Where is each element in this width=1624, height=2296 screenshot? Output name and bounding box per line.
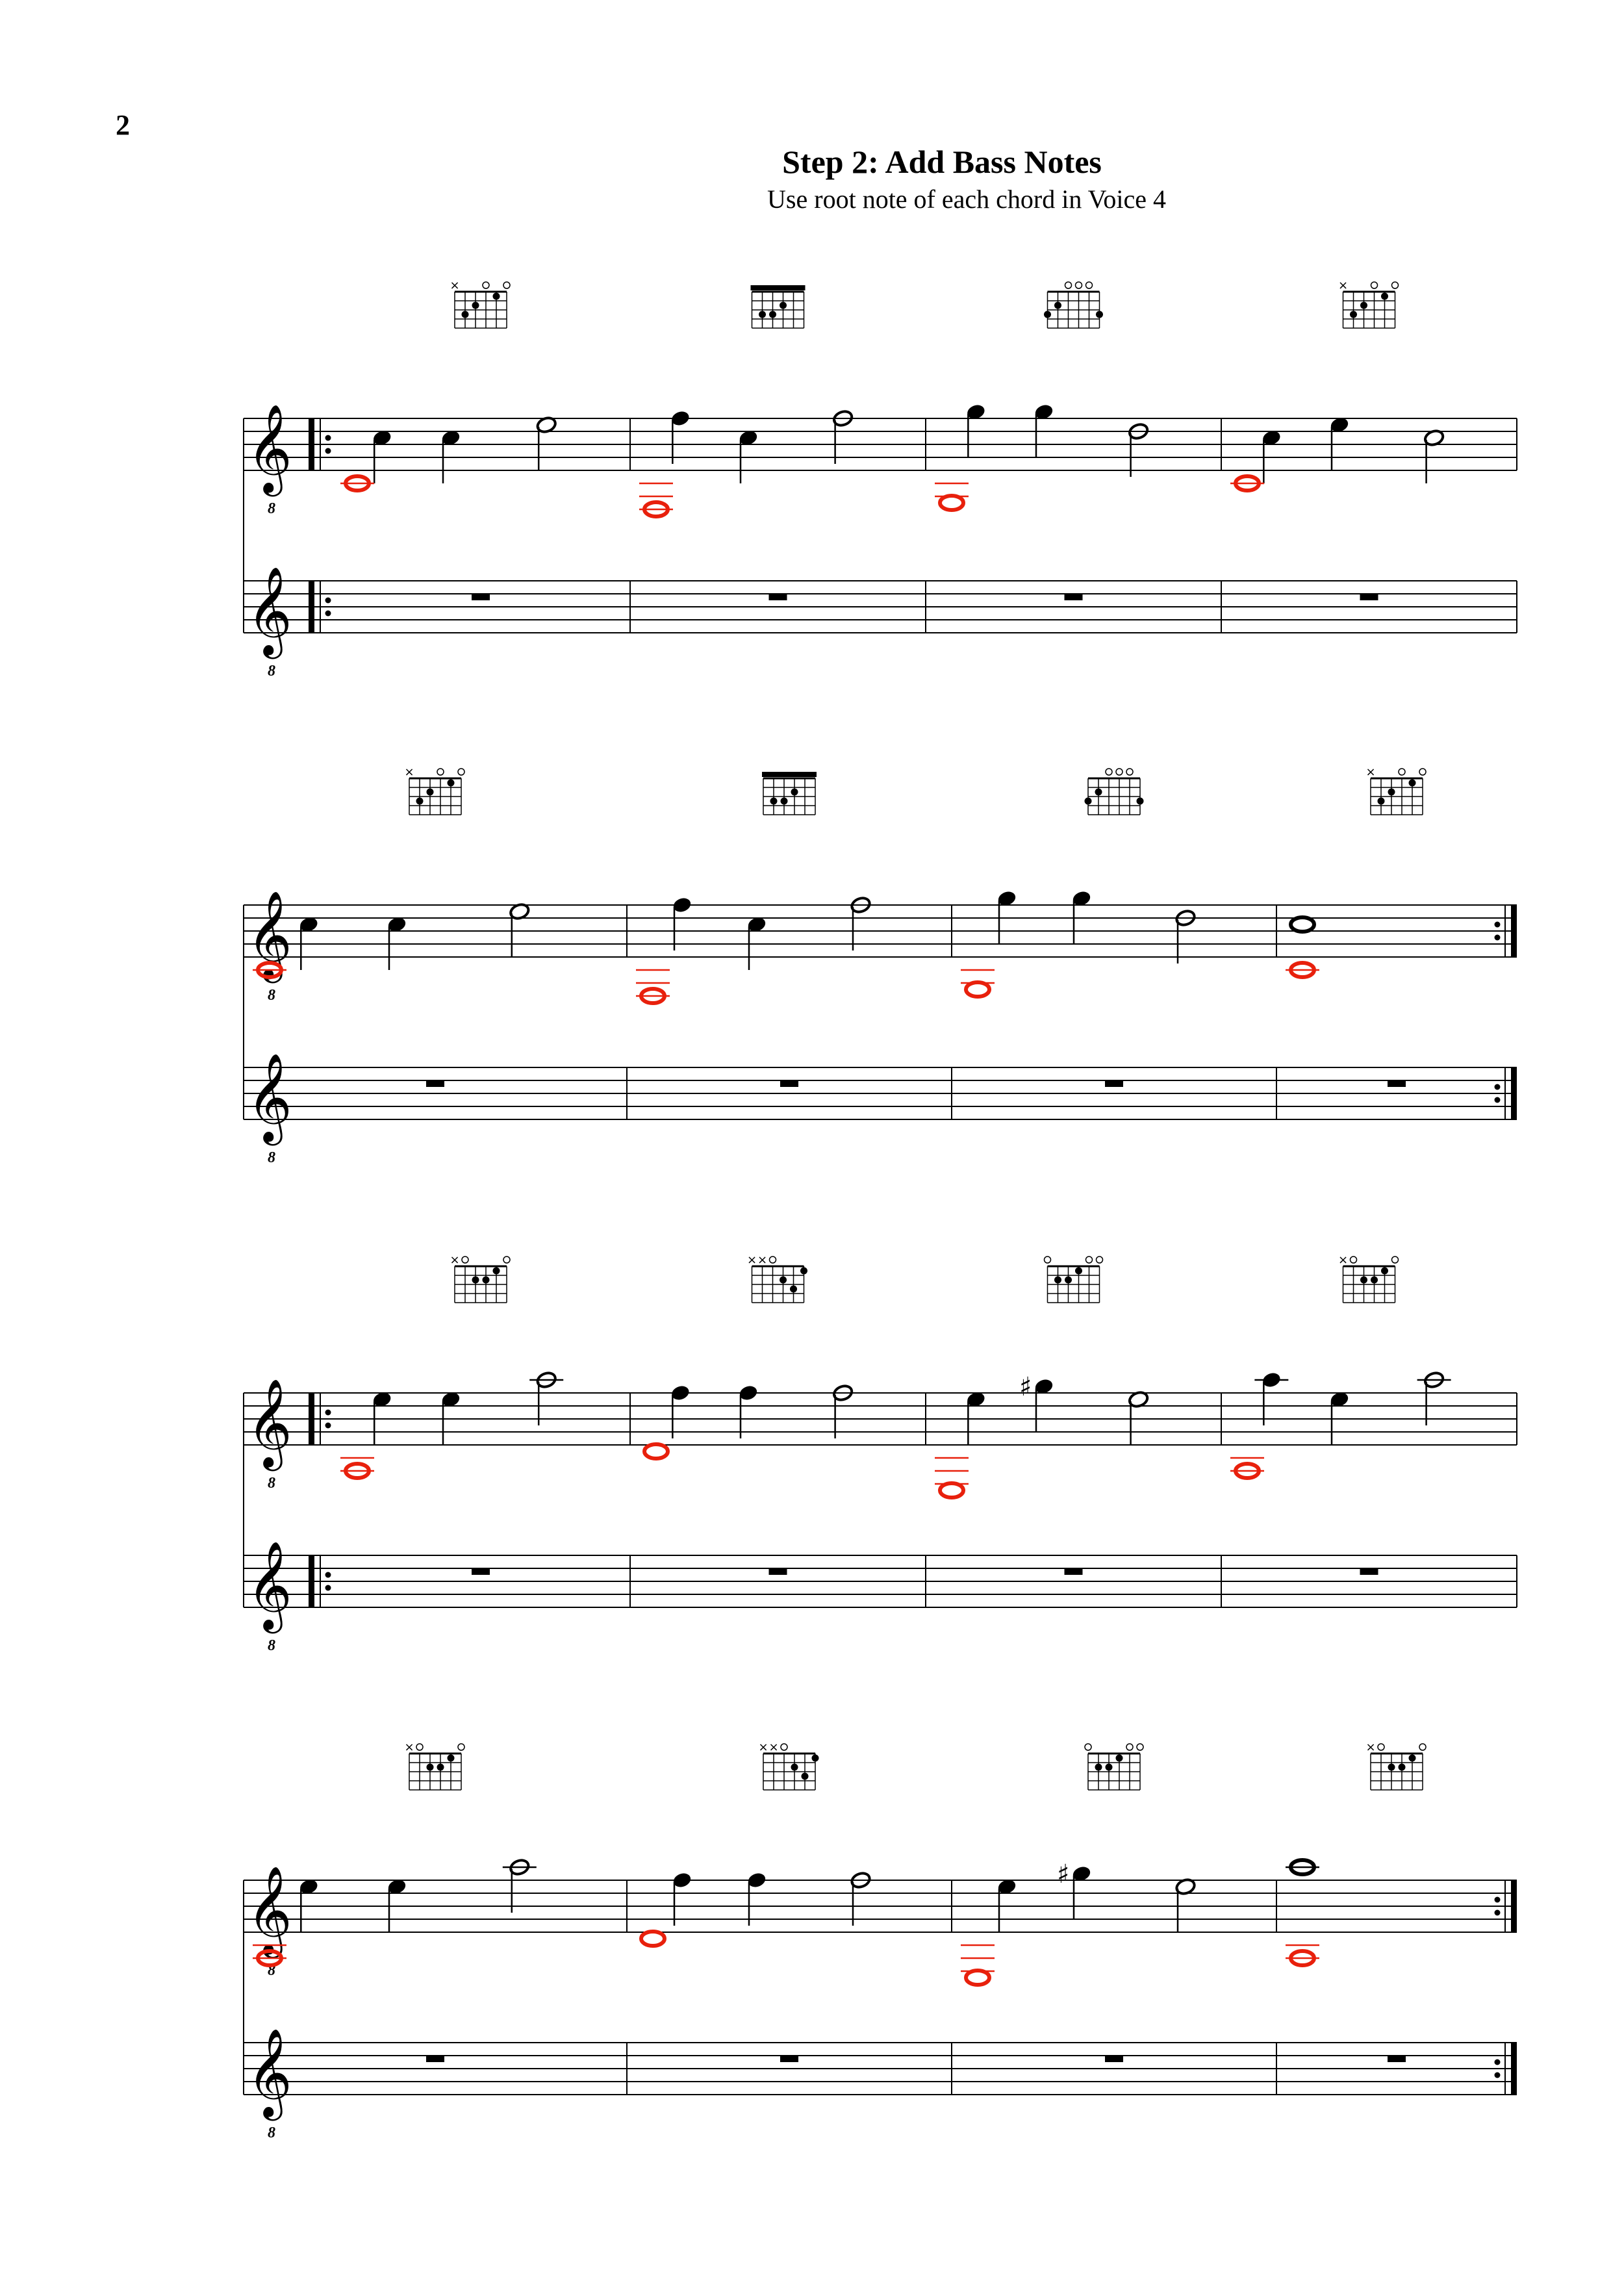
open-string-icon [462, 1256, 468, 1263]
page-subtitle: Use root note of each chord in Voice 4 [767, 185, 1166, 214]
repeat-dot [325, 448, 331, 454]
finger-dot [1044, 311, 1051, 318]
repeat-thick-bar [309, 1393, 314, 1445]
finger-dot [1388, 1764, 1395, 1771]
treble-clef-8vb-icon: 𝄞 [247, 1865, 292, 1954]
finger-dot [790, 1286, 797, 1293]
whole-rest-icon [1105, 1080, 1123, 1087]
finger-dot [1137, 798, 1144, 805]
open-string-icon [1065, 282, 1072, 288]
clef-octave-mark: 8 [268, 1637, 275, 1654]
ref-staff [244, 905, 1517, 957]
open-string-icon [1116, 769, 1123, 775]
finger-dot [780, 1277, 787, 1284]
repeat-dot [1495, 1897, 1501, 1903]
sharp-icon: ♯ [1057, 1859, 1070, 1889]
open-string-icon [1351, 1256, 1357, 1263]
finger-dot [448, 1755, 455, 1762]
chord-diagram-am [1365, 1741, 1426, 1790]
whole-rest-icon [780, 2056, 798, 2062]
repeat-thick-bar [309, 581, 314, 633]
treble-clef-8vb-icon: 𝄞 [247, 2027, 292, 2117]
muted-string-icon: × [450, 279, 460, 292]
whole-rest-icon [1065, 1568, 1083, 1575]
finger-dot [427, 789, 434, 796]
finger-dot [1388, 789, 1395, 796]
finger-dot [472, 1277, 479, 1284]
system-4 [244, 1741, 1517, 2141]
repeat-dot [325, 1423, 331, 1429]
finger-dot [1106, 1764, 1113, 1771]
repeat-dot [1495, 1084, 1501, 1090]
finger-dot [1381, 1268, 1388, 1275]
chord-diagram-f [751, 285, 806, 328]
open-string-icon [458, 769, 464, 775]
chord-diagram-c [1338, 279, 1399, 328]
finger-dot [781, 798, 788, 805]
finger-dot [1085, 798, 1092, 805]
open-string-icon [1392, 282, 1399, 288]
open-string-icon [503, 282, 510, 288]
repeat-dot [1495, 1910, 1501, 1916]
page-number: 2 [116, 109, 130, 141]
finger-dot [1409, 780, 1416, 787]
open-string-icon [1126, 1744, 1133, 1750]
finger-dot [448, 780, 455, 787]
treble-clef-8vb-icon: 𝄞 [247, 889, 292, 979]
repeat-dot [325, 598, 331, 604]
repeat-dot [1495, 2073, 1501, 2078]
open-string-icon [1392, 1256, 1399, 1263]
compose-staff [244, 2043, 1517, 2095]
finger-dot [472, 302, 479, 309]
finger-dot [462, 311, 469, 318]
muted-string-icon: × [404, 765, 414, 779]
whole-rest-icon [426, 2056, 444, 2062]
finger-dot [1378, 798, 1385, 805]
finger-dot [1054, 1277, 1061, 1284]
whole-rest-icon [780, 1080, 798, 1087]
chord-diagram-dm [758, 1741, 818, 1790]
diagram-barre [751, 285, 806, 290]
finger-dot [1350, 311, 1357, 318]
finger-dot [1371, 1277, 1378, 1284]
muted-string-icon: × [1365, 1741, 1376, 1754]
whole-notehead [940, 1483, 963, 1498]
repeat-thick-bar [1511, 2043, 1517, 2095]
open-string-icon [416, 1744, 423, 1750]
repeat-thick-bar [309, 1555, 314, 1607]
treble-clef-8vb-icon: 𝄞 [247, 403, 292, 492]
repeat-dot [1495, 935, 1501, 941]
muted-string-icon: × [1365, 765, 1376, 779]
open-string-icon [1137, 1744, 1143, 1750]
open-string-icon [1419, 1744, 1426, 1750]
open-string-icon [1085, 1744, 1091, 1750]
measure [627, 1741, 872, 2095]
clef-octave-mark: 8 [268, 1962, 275, 1979]
measure [630, 1253, 854, 1607]
muted-string-icon: × [758, 1741, 768, 1754]
chord-diagram-am [450, 1253, 510, 1303]
open-string-icon [1106, 769, 1112, 775]
open-string-icon [1045, 1256, 1051, 1263]
open-string-icon [1371, 282, 1378, 288]
open-string-icon [1378, 1744, 1384, 1750]
finger-dot [780, 302, 787, 309]
ref-staff [244, 418, 1517, 470]
finger-dot [1116, 1755, 1123, 1762]
finger-dot [437, 1764, 444, 1771]
chord-diagram-e [1045, 1256, 1103, 1303]
finger-dot [427, 1764, 434, 1771]
open-string-icon [1399, 769, 1405, 775]
repeat-thick-bar [1511, 1880, 1517, 1932]
measure [340, 279, 557, 600]
finger-dot [759, 311, 766, 318]
muted-string-icon: × [404, 1741, 414, 1754]
treble-clef-8vb-icon: 𝄞 [247, 1540, 292, 1629]
repeat-dot [325, 435, 331, 441]
finger-dot [812, 1755, 819, 1762]
chord-diagram-am [404, 1741, 464, 1790]
finger-dot [1360, 302, 1367, 309]
measure [1221, 1253, 1451, 1607]
open-string-icon [1086, 282, 1093, 288]
treble-clef-8vb-icon: 𝄞 [247, 1377, 292, 1467]
repeat-thick-bar [309, 418, 314, 470]
system-1 [244, 279, 1517, 680]
whole-rest-icon [1360, 1568, 1378, 1575]
compose-staff [244, 1067, 1517, 1119]
measure [253, 1741, 537, 2062]
open-string-icon [1086, 1256, 1093, 1263]
chord-diagram-c [1365, 765, 1426, 815]
finger-dot [791, 1764, 798, 1771]
finger-dot [1409, 1755, 1416, 1762]
chord-diagram-e [1085, 1744, 1143, 1790]
repeat-dot [325, 1572, 331, 1578]
open-string-icon [483, 282, 489, 288]
chord-diagram-g [1085, 769, 1144, 815]
open-string-icon [458, 1744, 464, 1750]
open-string-icon [437, 769, 444, 775]
chord-diagram-f [762, 772, 817, 815]
page-title: Step 2: Add Bass Notes [782, 144, 1102, 180]
finger-dot [483, 1277, 490, 1284]
chord-diagram-c [450, 279, 510, 328]
repeat-thick-bar [1511, 905, 1517, 957]
measure [1221, 279, 1445, 633]
muted-string-icon: × [1338, 1253, 1349, 1267]
whole-notehead [966, 982, 989, 997]
measure [253, 765, 530, 1087]
repeat-dot [1495, 2060, 1501, 2065]
finger-dot [800, 1268, 807, 1275]
clef-octave-mark: 8 [268, 500, 275, 517]
chord-diagram-g [1044, 282, 1103, 328]
open-string-icon [781, 1744, 787, 1750]
finger-dot [1075, 1268, 1082, 1275]
open-string-icon [503, 1256, 510, 1263]
finger-dot [1381, 293, 1388, 300]
finger-dot [493, 1268, 500, 1275]
system-2 [244, 765, 1517, 1166]
system-3 [244, 1253, 1517, 1654]
systems-layer [244, 279, 1517, 2141]
diagram-barre [762, 772, 817, 777]
clef-octave-mark: 8 [268, 663, 275, 680]
treble-clef-8vb-icon: 𝄞 [247, 1052, 292, 1142]
finger-dot [769, 311, 776, 318]
open-string-icon [1126, 769, 1133, 775]
whole-rest-icon [472, 1568, 490, 1575]
ref-staff [244, 1880, 1517, 1932]
whole-rest-icon [1360, 594, 1378, 600]
whole-rest-icon [426, 1080, 444, 1087]
whole-rest-icon [1065, 594, 1083, 600]
whole-notehead [940, 496, 963, 510]
repeat-dot [1495, 1097, 1501, 1103]
open-string-icon [770, 1256, 776, 1263]
compose-staff [244, 1555, 1517, 1607]
measure [1276, 765, 1426, 1119]
clef-octave-mark: 8 [268, 987, 275, 1004]
whole-rest-icon [1105, 2056, 1123, 2062]
repeat-dot [1495, 922, 1501, 928]
finger-dot [1065, 1277, 1072, 1284]
muted-string-icon: × [746, 1253, 757, 1267]
clef-octave-mark: 8 [268, 1475, 275, 1492]
muted-string-icon: × [757, 1253, 768, 1267]
repeat-dot [325, 1410, 331, 1416]
measure [340, 1253, 563, 1575]
finger-dot [791, 789, 798, 796]
clef-octave-mark: 8 [268, 1149, 275, 1166]
repeat-dot [325, 611, 331, 617]
finger-dot [1054, 302, 1061, 309]
sharp-icon: ♯ [1019, 1372, 1032, 1402]
whole-rest-icon [1388, 2056, 1406, 2062]
finger-dot [416, 798, 424, 805]
whole-notehead [644, 1444, 668, 1459]
whole-notehead [1291, 917, 1314, 932]
open-string-icon [1076, 282, 1082, 288]
whole-rest-icon [769, 1568, 787, 1575]
ref-staff [244, 1393, 1517, 1445]
repeat-thick-bar [1511, 1067, 1517, 1119]
finger-dot [1399, 1764, 1406, 1771]
muted-string-icon: × [768, 1741, 779, 1754]
whole-notehead [641, 1932, 665, 1946]
chord-diagram-dm [747, 1253, 807, 1303]
open-string-icon [1097, 1256, 1103, 1263]
whole-rest-icon [769, 594, 787, 600]
chord-diagram-am [1338, 1253, 1399, 1303]
muted-string-icon: × [1338, 279, 1349, 292]
finger-dot [1095, 789, 1102, 796]
finger-dot [770, 798, 778, 805]
finger-dot [1095, 1764, 1102, 1771]
open-string-icon [1419, 769, 1426, 775]
whole-rest-icon [1388, 1080, 1406, 1087]
finger-dot [493, 293, 500, 300]
whole-rest-icon [472, 594, 490, 600]
measure [1276, 1741, 1426, 2095]
treble-clef-8vb-icon: 𝄞 [247, 565, 292, 655]
whole-notehead [966, 1971, 989, 1985]
clef-octave-mark: 8 [268, 2124, 275, 2141]
finger-dot [1096, 311, 1103, 318]
chord-diagram-c [404, 765, 464, 815]
finger-dot [802, 1773, 809, 1780]
muted-string-icon: × [450, 1253, 460, 1267]
repeat-dot [325, 1585, 331, 1591]
finger-dot [1360, 1277, 1367, 1284]
compose-staff [244, 581, 1517, 633]
